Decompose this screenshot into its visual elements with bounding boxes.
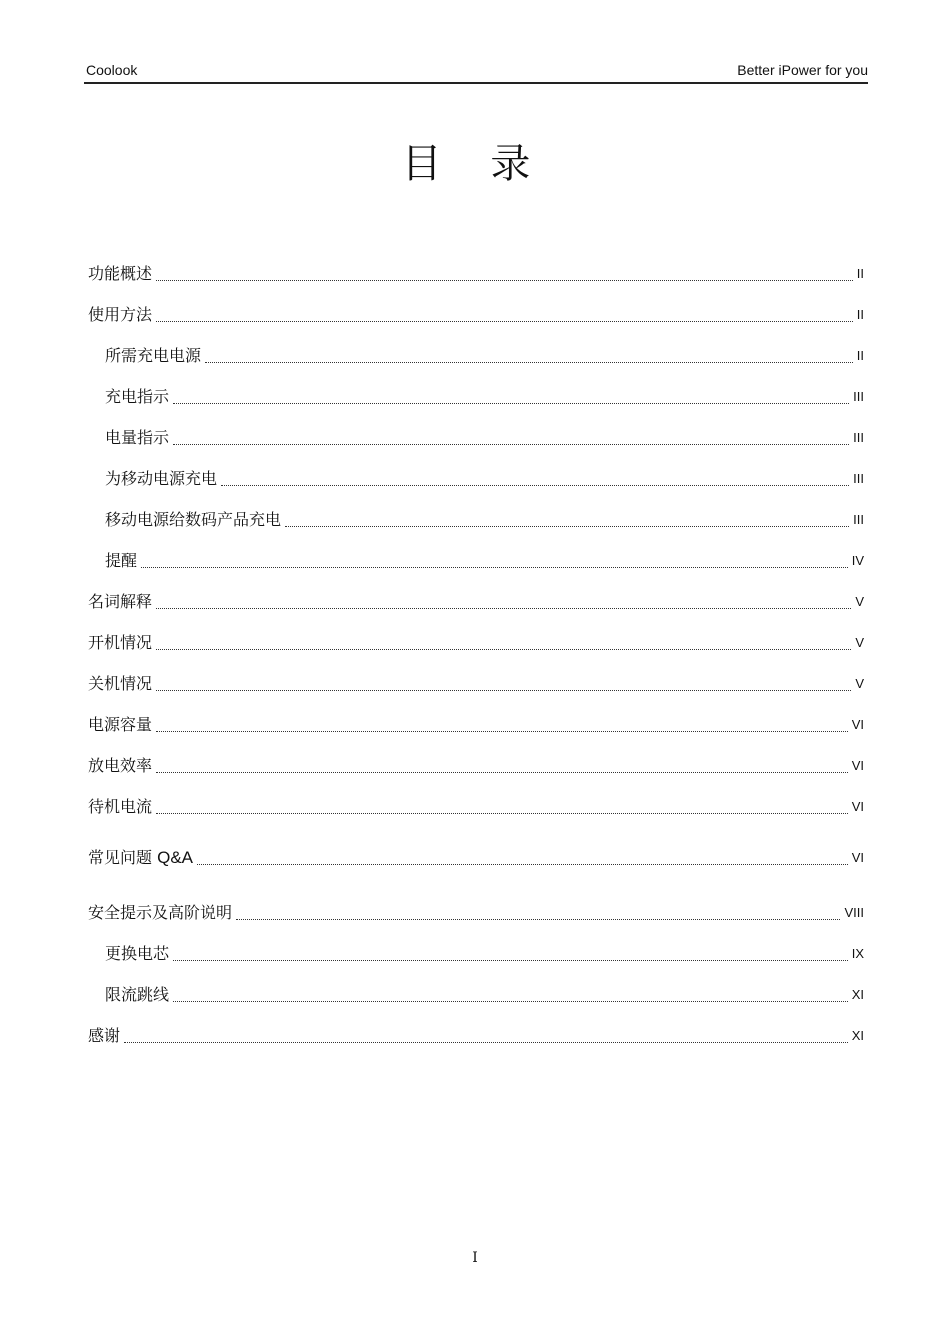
toc-entry[interactable]: [105, 465, 864, 489]
toc-entry-label: [105, 510, 281, 530]
toc-entry-label: [88, 756, 152, 776]
toc-entry[interactable]: [88, 588, 864, 612]
toc-entry-label: [105, 944, 169, 964]
toc-entry-text: 电量指示: [105, 428, 170, 447]
dot-leader: [221, 471, 849, 486]
toc-entry-page: V: [855, 594, 864, 609]
toc-entry-text: 限流跳线: [105, 985, 170, 1004]
toc-entry-text: 电源容量: [88, 715, 153, 734]
toc-entry-page: VI: [851, 799, 864, 814]
dot-leader: [156, 717, 848, 732]
toc-entry[interactable]: [88, 1022, 864, 1046]
toc-entry-label: [88, 797, 152, 817]
toc-entry-text: 常见问题: [88, 848, 158, 867]
toc-entry-text: 感谢: [88, 1026, 121, 1045]
toc-entry-page: II: [856, 266, 864, 281]
toc-entry[interactable]: [105, 383, 864, 407]
toc-entry[interactable]: [105, 940, 864, 964]
dot-leader: [285, 512, 849, 527]
toc-entry[interactable]: [105, 981, 864, 1005]
toc-entry-text: 待机电流: [88, 797, 153, 816]
toc-entry-label: [88, 903, 232, 923]
toc-entry[interactable]: [105, 424, 864, 448]
toc-entry-label: [105, 469, 217, 489]
toc-entry[interactable]: [88, 793, 864, 817]
toc-entry-text: 所需充电电源: [105, 346, 202, 365]
toc-entry-page: III: [853, 512, 864, 527]
dot-leader: [156, 676, 851, 691]
toc-entry-label: [105, 387, 169, 407]
dot-leader: [173, 389, 849, 404]
toc-entry-page: VI: [851, 850, 864, 865]
toc-entry-page: VI: [851, 758, 864, 773]
toc-entry-text: 为移动电源充电: [105, 469, 218, 488]
toc-entry-label: [88, 305, 152, 325]
toc-entry-page: XI: [851, 1028, 864, 1043]
toc-entry-page: III: [853, 430, 864, 445]
toc-entry-page: V: [855, 635, 864, 650]
toc-entry[interactable]: [88, 899, 864, 923]
toc-entry-text: 名词解释: [88, 592, 153, 611]
toc-entry-label: [88, 715, 152, 735]
dot-leader: [156, 594, 851, 609]
dot-leader: [205, 348, 853, 363]
toc-entry[interactable]: [88, 844, 864, 868]
toc-entry-page: III: [853, 471, 864, 486]
toc-entry[interactable]: [88, 711, 864, 735]
toc-entry-page: VI: [851, 717, 864, 732]
toc-entry-text: 使用方法: [88, 305, 153, 324]
header-brand: Coolook: [86, 62, 138, 78]
toc-entry-label: [88, 264, 152, 284]
toc-entry[interactable]: [105, 547, 864, 571]
dot-leader: [141, 553, 848, 568]
toc-entry-label: [88, 592, 152, 612]
toc-entry-label: [105, 346, 201, 366]
toc-entry-text: 充电指示: [105, 387, 170, 406]
header-slogan: Better iPower for you: [737, 62, 868, 78]
dot-leader: [124, 1028, 848, 1043]
dot-leader: [156, 758, 848, 773]
toc-entry-page: IX: [851, 946, 864, 961]
page-title: 目 录: [401, 141, 549, 187]
toc-entry-label: [105, 428, 169, 448]
toc-entry[interactable]: [88, 629, 864, 653]
toc-entry-page: III: [853, 389, 864, 404]
toc-entry-label: [105, 551, 137, 571]
toc-entry-label: [88, 633, 152, 653]
toc-entry-text: 安全提示及高阶说明: [88, 903, 233, 922]
toc-entry-latin-text: Q&A: [157, 848, 193, 867]
dot-leader: [156, 307, 853, 322]
toc-entry-text: 提醒: [105, 551, 138, 570]
toc-entry-text: 开机情况: [88, 633, 153, 652]
toc-entry-label: [88, 674, 152, 694]
toc-entry-text: 功能概述: [88, 264, 153, 283]
dot-leader: [156, 799, 848, 814]
dot-leader: [236, 905, 840, 920]
toc-entry-text: 放电效率: [88, 756, 153, 775]
toc-entry-text: 关机情况: [88, 674, 153, 693]
page-number: I: [472, 1250, 478, 1266]
dot-leader: [173, 430, 849, 445]
toc-entry-page: XI: [851, 987, 864, 1002]
toc-entry-label: [105, 985, 169, 1005]
dot-leader: [197, 850, 848, 865]
toc-entry[interactable]: [88, 752, 864, 776]
toc-entry-page: II: [856, 348, 864, 363]
toc-entry-page: V: [855, 676, 864, 691]
toc-entry-label: [88, 848, 193, 868]
toc-entry[interactable]: [88, 301, 864, 325]
dot-leader: [173, 946, 848, 961]
toc-entry-page: VIII: [844, 905, 864, 920]
page-header: [84, 60, 868, 84]
toc-entry[interactable]: [88, 670, 864, 694]
toc-entry-page: II: [856, 307, 864, 322]
toc-entry-text: 移动电源给数码产品充电: [105, 510, 282, 529]
toc-entry[interactable]: [88, 260, 864, 284]
toc-entry[interactable]: [105, 506, 864, 530]
toc-entry-label: [88, 1026, 120, 1046]
toc-entry-text: 更换电芯: [105, 944, 170, 963]
toc-entry[interactable]: [105, 342, 864, 366]
toc-entry-page: IV: [851, 553, 864, 568]
dot-leader: [173, 987, 848, 1002]
dot-leader: [156, 635, 851, 650]
dot-leader: [156, 266, 853, 281]
